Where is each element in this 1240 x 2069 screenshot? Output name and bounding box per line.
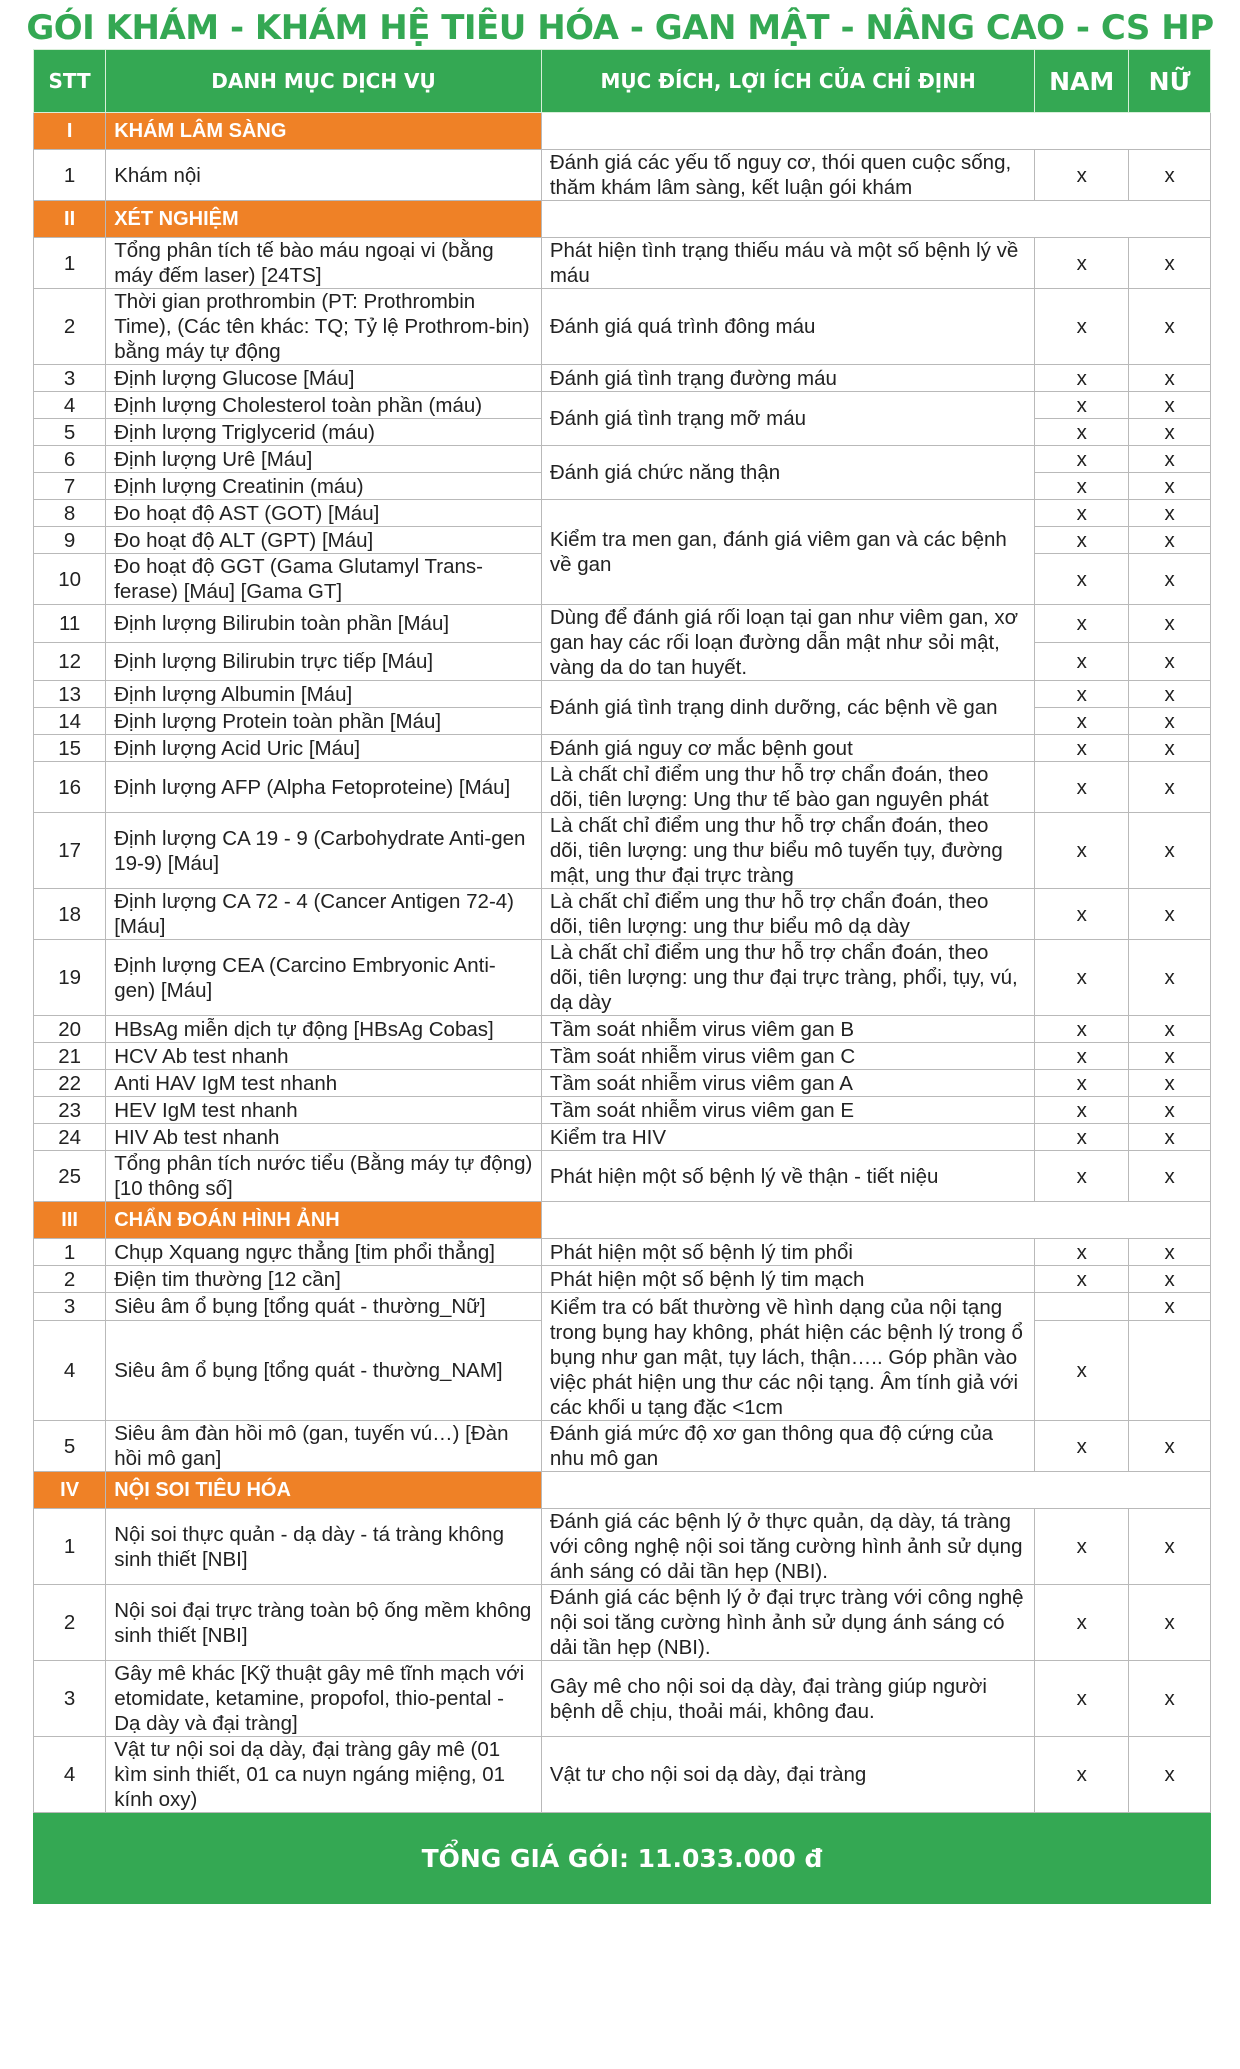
- row-male-mark: x: [1035, 1421, 1129, 1472]
- row-service: Định lượng Acid Uric [Máu]: [106, 735, 542, 762]
- row-male-mark: x: [1035, 500, 1129, 527]
- section-title: XÉT NGHIỆM: [106, 201, 542, 238]
- row-purpose: Đánh giá quá trình đông máu: [541, 289, 1034, 365]
- row-stt: 1: [34, 1239, 106, 1266]
- row-service: Tổng phân tích tế bào máu ngoại vi (bằng máy đếm laser) [24TS]: [106, 238, 542, 289]
- row-purpose: Kiểm tra men gan, đánh giá viêm gan và các bệnh về gan: [541, 500, 1034, 605]
- row-female-mark: x: [1129, 289, 1211, 365]
- row-service: Định lượng Albumin [Máu]: [106, 681, 542, 708]
- row-female-mark: [1129, 1320, 1211, 1420]
- row-stt: 24: [34, 1124, 106, 1151]
- row-purpose: Tầm soát nhiễm virus viêm gan C: [541, 1043, 1034, 1070]
- row-male-mark: x: [1035, 238, 1129, 289]
- row-male-mark: x: [1035, 643, 1129, 681]
- row-service: Khám nội: [106, 150, 542, 201]
- row-male-mark: x: [1035, 289, 1129, 365]
- row-stt: 5: [34, 1421, 106, 1472]
- row-female-mark: x: [1129, 762, 1211, 813]
- table-row: [34, 735, 1211, 762]
- row-service: Tổng phân tích nước tiểu (Bằng máy tự động) [10 thông số]: [106, 1151, 542, 1202]
- table-row: [34, 365, 1211, 392]
- row-female-mark: x: [1129, 419, 1211, 446]
- row-purpose: Đánh giá các yếu tố nguy cơ, thói quen cuộc sống, thăm khám lâm sàng, kết luận gói khám: [541, 150, 1034, 201]
- row-male-mark: x: [1035, 1070, 1129, 1097]
- row-service: Định lượng CA 72 - 4 (Cancer Antigen 72-4) [Máu]: [106, 889, 542, 940]
- row-purpose: Đánh giá các bệnh lý ở thực quản, dạ dày, tá tràng với công nghệ nội soi tăng cường hình ảnh sử dụng ánh sáng có dải tần hẹp (NBI).: [541, 1509, 1034, 1585]
- row-purpose: Kiểm tra có bất thường về hình dạng của nội tạng trong bụng hay không, phát hiện các bệnh lý trong ổ bụng như gan mật, tụy lách, thận….. Góp phần vào việc phát hiện ung thư các nội tạng. Âm tính giả với các khối u tạng đặc <1cm: [541, 1293, 1034, 1421]
- row-female-mark: x: [1129, 1016, 1211, 1043]
- table-row: [34, 1421, 1211, 1472]
- row-stt: 16: [34, 762, 106, 813]
- row-male-mark: x: [1035, 1239, 1129, 1266]
- table-header-row: [34, 50, 1211, 113]
- table-row: [34, 762, 1211, 813]
- row-purpose: Đánh giá tình trạng đường máu: [541, 365, 1034, 392]
- table-row: [34, 605, 1211, 643]
- row-service: Đo hoạt độ ALT (GPT) [Máu]: [106, 527, 542, 554]
- row-male-mark: x: [1035, 527, 1129, 554]
- row-female-mark: x: [1129, 643, 1211, 681]
- row-stt: 10: [34, 554, 106, 605]
- section-row: [34, 1202, 1211, 1239]
- table-row: [34, 1016, 1211, 1043]
- row-female-mark: x: [1129, 527, 1211, 554]
- row-female-mark: x: [1129, 1124, 1211, 1151]
- row-male-mark: x: [1035, 446, 1129, 473]
- row-service: Gây mê khác [Kỹ thuật gây mê tĩnh mạch với etomidate, ketamine, propofol, thio-pental - Dạ dày và đại tràng]: [106, 1661, 542, 1737]
- row-male-mark: x: [1035, 473, 1129, 500]
- row-female-mark: x: [1129, 1585, 1211, 1661]
- row-service: Chụp Xquang ngực thẳng [tim phổi thẳng]: [106, 1239, 542, 1266]
- table-row: [34, 150, 1211, 201]
- row-female-mark: x: [1129, 1266, 1211, 1293]
- row-male-mark: x: [1035, 889, 1129, 940]
- row-male-mark: x: [1035, 1320, 1129, 1420]
- section-row: [34, 1472, 1211, 1509]
- row-female-mark: x: [1129, 1151, 1211, 1202]
- row-male-mark: x: [1035, 1585, 1129, 1661]
- row-stt: 1: [34, 238, 106, 289]
- row-female-mark: x: [1129, 889, 1211, 940]
- row-female-mark: x: [1129, 392, 1211, 419]
- row-stt: 12: [34, 643, 106, 681]
- table-row: [34, 1043, 1211, 1070]
- row-female-mark: x: [1129, 1421, 1211, 1472]
- row-stt: 2: [34, 289, 106, 365]
- row-service: Định lượng AFP (Alpha Fetoproteine) [Máu]: [106, 762, 542, 813]
- row-purpose: Dùng để đánh giá rối loạn tại gan như viêm gan, xơ gan hay các rối loạn đường dẫn mật như sỏi mật, vàng da do tan huyết.: [541, 605, 1034, 681]
- row-male-mark: x: [1035, 1016, 1129, 1043]
- row-male-mark: x: [1035, 762, 1129, 813]
- row-male-mark: x: [1035, 681, 1129, 708]
- header-purpose: MỤC ĐÍCH, LỢI ÍCH CỦA CHỈ ĐỊNH: [541, 50, 1034, 113]
- row-male-mark: x: [1035, 554, 1129, 605]
- row-stt: 19: [34, 940, 106, 1016]
- row-service: HBsAg miễn dịch tự động [HBsAg Cobas]: [106, 1016, 542, 1043]
- row-male-mark: x: [1035, 1151, 1129, 1202]
- row-male-mark: x: [1035, 1509, 1129, 1585]
- table-row: [34, 446, 1211, 473]
- row-stt: 21: [34, 1043, 106, 1070]
- row-service: Vật tư nội soi dạ dày, đại tràng gây mê (01 kìm sinh thiết, 01 ca nuyn ngáng miệng, 01 kính oxy): [106, 1737, 542, 1813]
- row-stt: 5: [34, 419, 106, 446]
- row-female-mark: x: [1129, 1043, 1211, 1070]
- row-male-mark: x: [1035, 419, 1129, 446]
- row-purpose: Phát hiện một số bệnh lý tim phổi: [541, 1239, 1034, 1266]
- table-row: [34, 392, 1211, 419]
- row-stt: 3: [34, 365, 106, 392]
- section-row: [34, 113, 1211, 150]
- service-table: [33, 49, 1211, 1904]
- row-service: HCV Ab test nhanh: [106, 1043, 542, 1070]
- table-row: [34, 500, 1211, 527]
- row-female-mark: x: [1129, 1737, 1211, 1813]
- row-purpose: Tầm soát nhiễm virus viêm gan B: [541, 1016, 1034, 1043]
- row-purpose: Phát hiện một số bệnh lý về thận - tiết niệu: [541, 1151, 1034, 1202]
- row-service: Định lượng Creatinin (máu): [106, 473, 542, 500]
- table-row: [34, 1124, 1211, 1151]
- row-service: Siêu âm ổ bụng [tổng quát - thường_NAM]: [106, 1320, 542, 1420]
- row-stt: 11: [34, 605, 106, 643]
- row-male-mark: x: [1035, 392, 1129, 419]
- row-stt: 3: [34, 1661, 106, 1737]
- section-title: KHÁM LÂM SÀNG: [106, 113, 542, 150]
- row-female-mark: x: [1129, 735, 1211, 762]
- table-row: [34, 1266, 1211, 1293]
- row-service: Định lượng Bilirubin trực tiếp [Máu]: [106, 643, 542, 681]
- row-stt: 18: [34, 889, 106, 940]
- row-female-mark: x: [1129, 1239, 1211, 1266]
- section-number: IV: [34, 1472, 106, 1509]
- row-female-mark: x: [1129, 500, 1211, 527]
- row-purpose: Phát hiện tình trạng thiếu máu và một số bệnh lý về máu: [541, 238, 1034, 289]
- row-female-mark: x: [1129, 446, 1211, 473]
- row-service: Định lượng Glucose [Máu]: [106, 365, 542, 392]
- section-number: III: [34, 1202, 106, 1239]
- row-female-mark: x: [1129, 813, 1211, 889]
- row-stt: 7: [34, 473, 106, 500]
- row-female-mark: x: [1129, 1070, 1211, 1097]
- row-stt: 1: [34, 150, 106, 201]
- table-row: [34, 1293, 1211, 1321]
- row-purpose: Tầm soát nhiễm virus viêm gan A: [541, 1070, 1034, 1097]
- table-row: [34, 1585, 1211, 1661]
- row-female-mark: x: [1129, 708, 1211, 735]
- row-stt: 15: [34, 735, 106, 762]
- header-service: DANH MỤC DỊCH VỤ: [106, 50, 542, 113]
- table-row: [34, 289, 1211, 365]
- row-stt: 4: [34, 392, 106, 419]
- row-service: Siêu âm đàn hồi mô (gan, tuyến vú…) [Đàn hồi mô gan]: [106, 1421, 542, 1472]
- row-male-mark: x: [1035, 605, 1129, 643]
- row-service: Thời gian prothrombin (PT: Prothrombin Time), (Các tên khác: TQ; Tỷ lệ Prothrom-bin) bằng máy tự động: [106, 289, 542, 365]
- row-stt: 2: [34, 1266, 106, 1293]
- row-stt: 23: [34, 1097, 106, 1124]
- row-purpose: Kiểm tra HIV: [541, 1124, 1034, 1151]
- row-service: Điện tim thường [12 cần]: [106, 1266, 542, 1293]
- row-male-mark: x: [1035, 940, 1129, 1016]
- row-purpose: Vật tư cho nội soi dạ dày, đại tràng: [541, 1737, 1034, 1813]
- row-purpose: Đánh giá tình trạng dinh dưỡng, các bệnh về gan: [541, 681, 1034, 735]
- row-purpose: Là chất chỉ điểm ung thư hỗ trợ chẩn đoán, theo dõi, tiên lượng: ung thư biểu mô dạ dày: [541, 889, 1034, 940]
- table-row: [34, 1661, 1211, 1737]
- row-stt: 4: [34, 1320, 106, 1420]
- table-row: [34, 1239, 1211, 1266]
- row-male-mark: x: [1035, 1097, 1129, 1124]
- section-row: [34, 201, 1211, 238]
- table-row: [34, 940, 1211, 1016]
- row-male-mark: x: [1035, 150, 1129, 201]
- row-service: Đo hoạt độ GGT (Gama Glutamyl Trans-ferase) [Máu] [Gama GT]: [106, 554, 542, 605]
- row-male-mark: x: [1035, 365, 1129, 392]
- row-stt: 13: [34, 681, 106, 708]
- row-service: HIV Ab test nhanh: [106, 1124, 542, 1151]
- row-purpose: Đánh giá mức độ xơ gan thông qua độ cứng của nhu mô gan: [541, 1421, 1034, 1472]
- table-row: [34, 889, 1211, 940]
- page-title: GÓI KHÁM - KHÁM HỆ TIÊU HÓA - GAN MẬT - NÂNG CAO - CS HP: [26, 8, 1214, 48]
- header-male: NAM: [1035, 50, 1129, 113]
- total-row: [34, 1813, 1211, 1904]
- row-male-mark: x: [1035, 1266, 1129, 1293]
- row-service: Định lượng Urê [Máu]: [106, 446, 542, 473]
- section-number: I: [34, 113, 106, 150]
- section-title: CHẨN ĐOÁN HÌNH ẢNH: [106, 1202, 542, 1239]
- row-service: Định lượng CEA (Carcino Embryonic Anti-gen) [Máu]: [106, 940, 542, 1016]
- table-row: [34, 681, 1211, 708]
- header-female: NỮ: [1129, 50, 1211, 113]
- row-stt: 4: [34, 1737, 106, 1813]
- table-row: [34, 1737, 1211, 1813]
- row-purpose: Phát hiện một số bệnh lý tim mạch: [541, 1266, 1034, 1293]
- row-female-mark: x: [1129, 940, 1211, 1016]
- section-title: NỘI SOI TIÊU HÓA: [106, 1472, 542, 1509]
- table-row: [34, 1509, 1211, 1585]
- header-stt: STT: [34, 50, 106, 113]
- row-male-mark: x: [1035, 813, 1129, 889]
- row-service: Nội soi đại trực tràng toàn bộ ống mềm không sinh thiết [NBI]: [106, 1585, 542, 1661]
- row-stt: 1: [34, 1509, 106, 1585]
- row-female-mark: x: [1129, 365, 1211, 392]
- table-row: [34, 1070, 1211, 1097]
- row-female-mark: x: [1129, 1509, 1211, 1585]
- row-service: Đo hoạt độ AST (GOT) [Máu]: [106, 500, 542, 527]
- row-female-mark: x: [1129, 605, 1211, 643]
- row-service: Siêu âm ổ bụng [tổng quát - thường_Nữ]: [106, 1293, 542, 1321]
- row-service: HEV IgM test nhanh: [106, 1097, 542, 1124]
- row-purpose: Tầm soát nhiễm virus viêm gan E: [541, 1097, 1034, 1124]
- section-number: II: [34, 201, 106, 238]
- row-female-mark: x: [1129, 681, 1211, 708]
- row-purpose: Đánh giá nguy cơ mắc bệnh gout: [541, 735, 1034, 762]
- row-service: Định lượng Protein toàn phần [Máu]: [106, 708, 542, 735]
- row-stt: 9: [34, 527, 106, 554]
- row-male-mark: x: [1035, 1124, 1129, 1151]
- row-female-mark: x: [1129, 1293, 1211, 1321]
- row-purpose: Đánh giá tình trạng mỡ máu: [541, 392, 1034, 446]
- table-row: [34, 1151, 1211, 1202]
- row-female-mark: x: [1129, 554, 1211, 605]
- row-female-mark: x: [1129, 1661, 1211, 1737]
- row-stt: 6: [34, 446, 106, 473]
- row-female-mark: x: [1129, 238, 1211, 289]
- row-service: Anti HAV IgM test nhanh: [106, 1070, 542, 1097]
- row-purpose: Là chất chỉ điểm ung thư hỗ trợ chẩn đoán, theo dõi, tiên lượng: ung thư đại trực tràng, phổi, tụy, vú, dạ dày: [541, 940, 1034, 1016]
- row-stt: 20: [34, 1016, 106, 1043]
- row-service: Định lượng Bilirubin toàn phần [Máu]: [106, 605, 542, 643]
- row-purpose: Đánh giá các bệnh lý ở đại trực tràng với công nghệ nội soi tăng cường hình ảnh sử dụng ánh sáng có dải tần hẹp (NBI).: [541, 1585, 1034, 1661]
- row-male-mark: [1035, 1293, 1129, 1321]
- total-price: TỔNG GIÁ GÓI: 11.033.000 đ: [34, 1813, 1211, 1904]
- row-stt: 8: [34, 500, 106, 527]
- row-service: Nội soi thực quản - dạ dày - tá tràng không sinh thiết [NBI]: [106, 1509, 542, 1585]
- row-stt: 2: [34, 1585, 106, 1661]
- row-stt: 17: [34, 813, 106, 889]
- table-row: [34, 238, 1211, 289]
- row-male-mark: x: [1035, 1737, 1129, 1813]
- row-stt: 3: [34, 1293, 106, 1321]
- row-stt: 14: [34, 708, 106, 735]
- row-female-mark: x: [1129, 473, 1211, 500]
- row-male-mark: x: [1035, 735, 1129, 762]
- row-service: Định lượng Cholesterol toàn phần (máu): [106, 392, 542, 419]
- row-stt: 25: [34, 1151, 106, 1202]
- row-male-mark: x: [1035, 1661, 1129, 1737]
- row-male-mark: x: [1035, 708, 1129, 735]
- row-purpose: Là chất chỉ điểm ung thư hỗ trợ chẩn đoán, theo dõi, tiên lượng: Ung thư tế bào gan nguyên phát: [541, 762, 1034, 813]
- row-female-mark: x: [1129, 1097, 1211, 1124]
- row-male-mark: x: [1035, 1043, 1129, 1070]
- row-purpose: Đánh giá chức năng thận: [541, 446, 1034, 500]
- row-service: Định lượng CA 19 - 9 (Carbohydrate Anti-gen 19-9) [Máu]: [106, 813, 542, 889]
- table-row: [34, 1097, 1211, 1124]
- table-row: [34, 813, 1211, 889]
- row-stt: 22: [34, 1070, 106, 1097]
- row-service: Định lượng Triglycerid (máu): [106, 419, 542, 446]
- row-female-mark: x: [1129, 150, 1211, 201]
- row-purpose: Gây mê cho nội soi dạ dày, đại tràng giúp người bệnh dễ chịu, thoải mái, không đau.: [541, 1661, 1034, 1737]
- row-purpose: Là chất chỉ điểm ung thư hỗ trợ chẩn đoán, theo dõi, tiên lượng: ung thư biểu mô tuyến tụy, đường mật, ung thư đại trực tràng: [541, 813, 1034, 889]
